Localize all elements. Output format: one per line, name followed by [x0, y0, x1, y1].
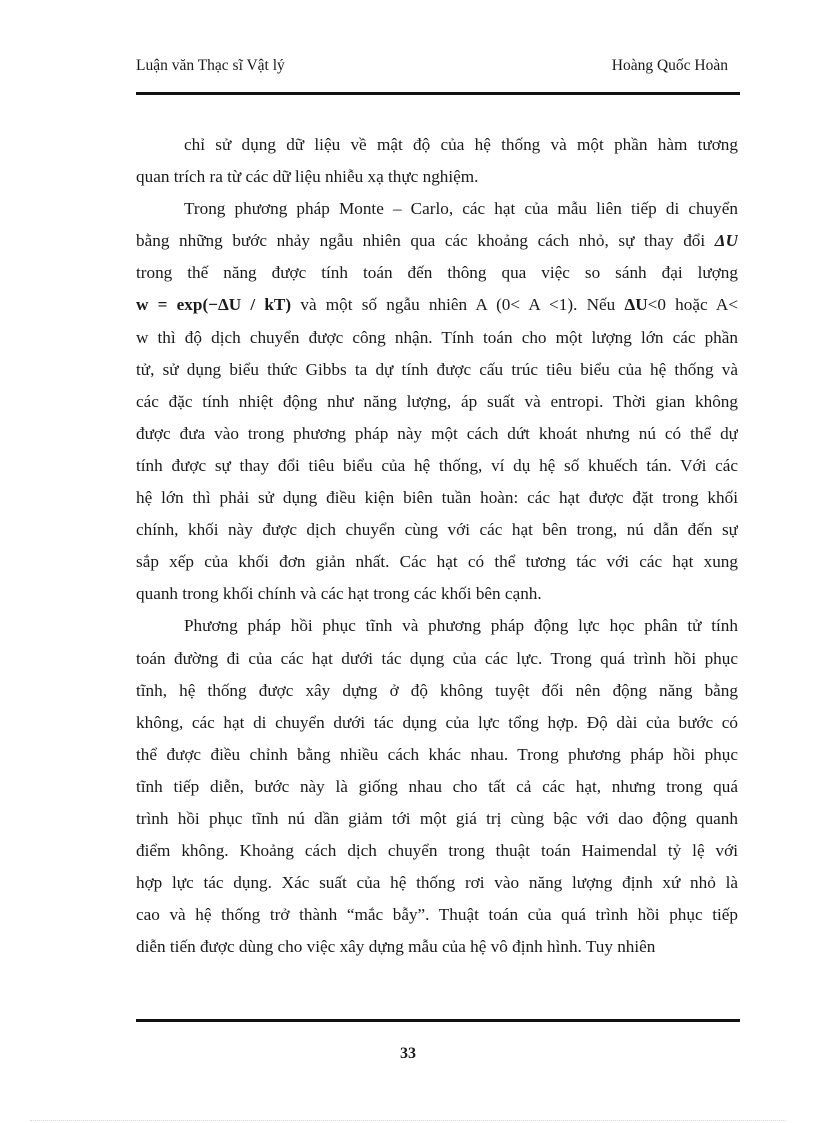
page-edge-dots	[30, 1120, 786, 1121]
text-line: Trong phương pháp Monte – Carlo, các hạt của mẫu liên tiếp di chuyển	[184, 199, 738, 219]
text-line: trong thế năng được tính toán đến thông qua việc so sánh đại lượng	[136, 263, 738, 283]
text-line: quan trích ra từ các dữ liệu nhiễu xạ thực nghiệm.	[136, 167, 479, 187]
text-line: chỉ sử dụng dữ liệu về mật độ của hệ thống và một phần hàm tương	[184, 135, 738, 154]
text-line: hệ lớn thì phải sử dụng điều kiện biên tuần hoàn: các hạt được đặt trong khối	[136, 488, 738, 508]
paragraph-2	[136, 193, 738, 610]
paragraph-3	[136, 610, 738, 963]
header-rule	[136, 92, 740, 95]
body-text	[136, 129, 738, 963]
text-line: Phương pháp hồi phục tĩnh và phương pháp động lực học phân tử tính	[184, 616, 738, 636]
text-line	[136, 225, 738, 257]
text-segment: <0 hoặc A<	[647, 295, 738, 315]
text-line: tĩnh tiếp diễn, bước này là giống nhau cho tất cả các hạt, nhưng trong quá	[136, 776, 738, 796]
footer-rule	[136, 1019, 740, 1022]
text-line: tử, sử dụng biểu thức Gibbs ta dự tính được cấu trúc tiêu biểu của hệ thống và	[136, 359, 738, 379]
text-line: không, các hạt di chuyển dưới tác dụng của lực tổng hợp. Độ dài của bước có	[136, 712, 738, 732]
text-line: diễn tiến được dùng cho việc xây dựng mẫu của hệ vô định hình. Tuy nhiên	[136, 937, 656, 957]
text-line	[136, 289, 738, 321]
paragraph-1	[136, 129, 738, 193]
math-delta-u: ΔU	[714, 231, 738, 251]
text-segment: bằng những bước nhảy ngẫu nhiên qua các khoảng cách nhỏ, sự thay đổi	[136, 231, 706, 251]
math-w-formula: w = exp(−ΔU / kT)	[136, 295, 292, 315]
header-author: Hoàng Quốc Hoàn	[611, 57, 728, 74]
text-line: w thì độ dịch chuyển được công nhận. Tính toán cho một lượng lớn các phần	[136, 327, 738, 347]
text-line: chính, khối này được dịch chuyển cùng với các hạt bên trong, nú dẫn đến sự	[136, 520, 738, 540]
text-line: toán đường đi của các hạt dưới tác dụng của các lực. Trong quá trình hồi phục	[136, 648, 738, 668]
text-line: tính được sự thay đổi tiêu biểu của hệ thống, ví dụ hệ số khuếch tán. Với các	[136, 455, 738, 475]
text-line: thể được điều chỉnh bằng nhiều cách khác nhau. Trong phương pháp hồi phục	[136, 744, 738, 764]
math-delta-u-condition: ΔU	[624, 295, 648, 315]
text-line: trình hồi phục tĩnh nú dần giảm tới một giá trị cùng bậc với dao động quanh	[136, 808, 738, 828]
text-line: các đặc tính nhiệt động như năng lượng, áp suất và entropi. Thời gian không	[136, 391, 738, 411]
text-line: tĩnh, hệ thống được xây dựng ở độ không tuyệt đối nên động năng bằng	[136, 680, 738, 700]
page-header	[136, 57, 736, 81]
page-number: 33	[400, 1045, 416, 1062]
header-thesis-title: Luận văn Thạc sĩ Vật lý	[136, 57, 285, 74]
text-line: được đưa vào trong phương pháp này một cách dứt khoát nhưng nú có thể dự	[136, 423, 738, 443]
text-line: hợp lực tác dụng. Xác suất của hệ thống rơi vào năng lượng định xứ nhỏ là	[136, 873, 738, 893]
text-line: cao và hệ thống trở thành “mắc bẫy”. Thuật toán của quá trình hồi phục tiếp	[136, 905, 738, 925]
text-line: điểm không. Khoảng cách dịch chuyển trong thuật toán Haimendal tỷ lệ với	[136, 841, 738, 861]
text-segment: và một số ngẫu nhiên A (0< A <1). Nếu	[300, 295, 616, 315]
text-line: sắp xếp của khối đơn giản nhất. Các hạt có thể tương tác với các hạt xung	[136, 552, 738, 572]
text-line: quanh trong khối chính và các hạt trong các khối bên cạnh.	[136, 584, 542, 604]
